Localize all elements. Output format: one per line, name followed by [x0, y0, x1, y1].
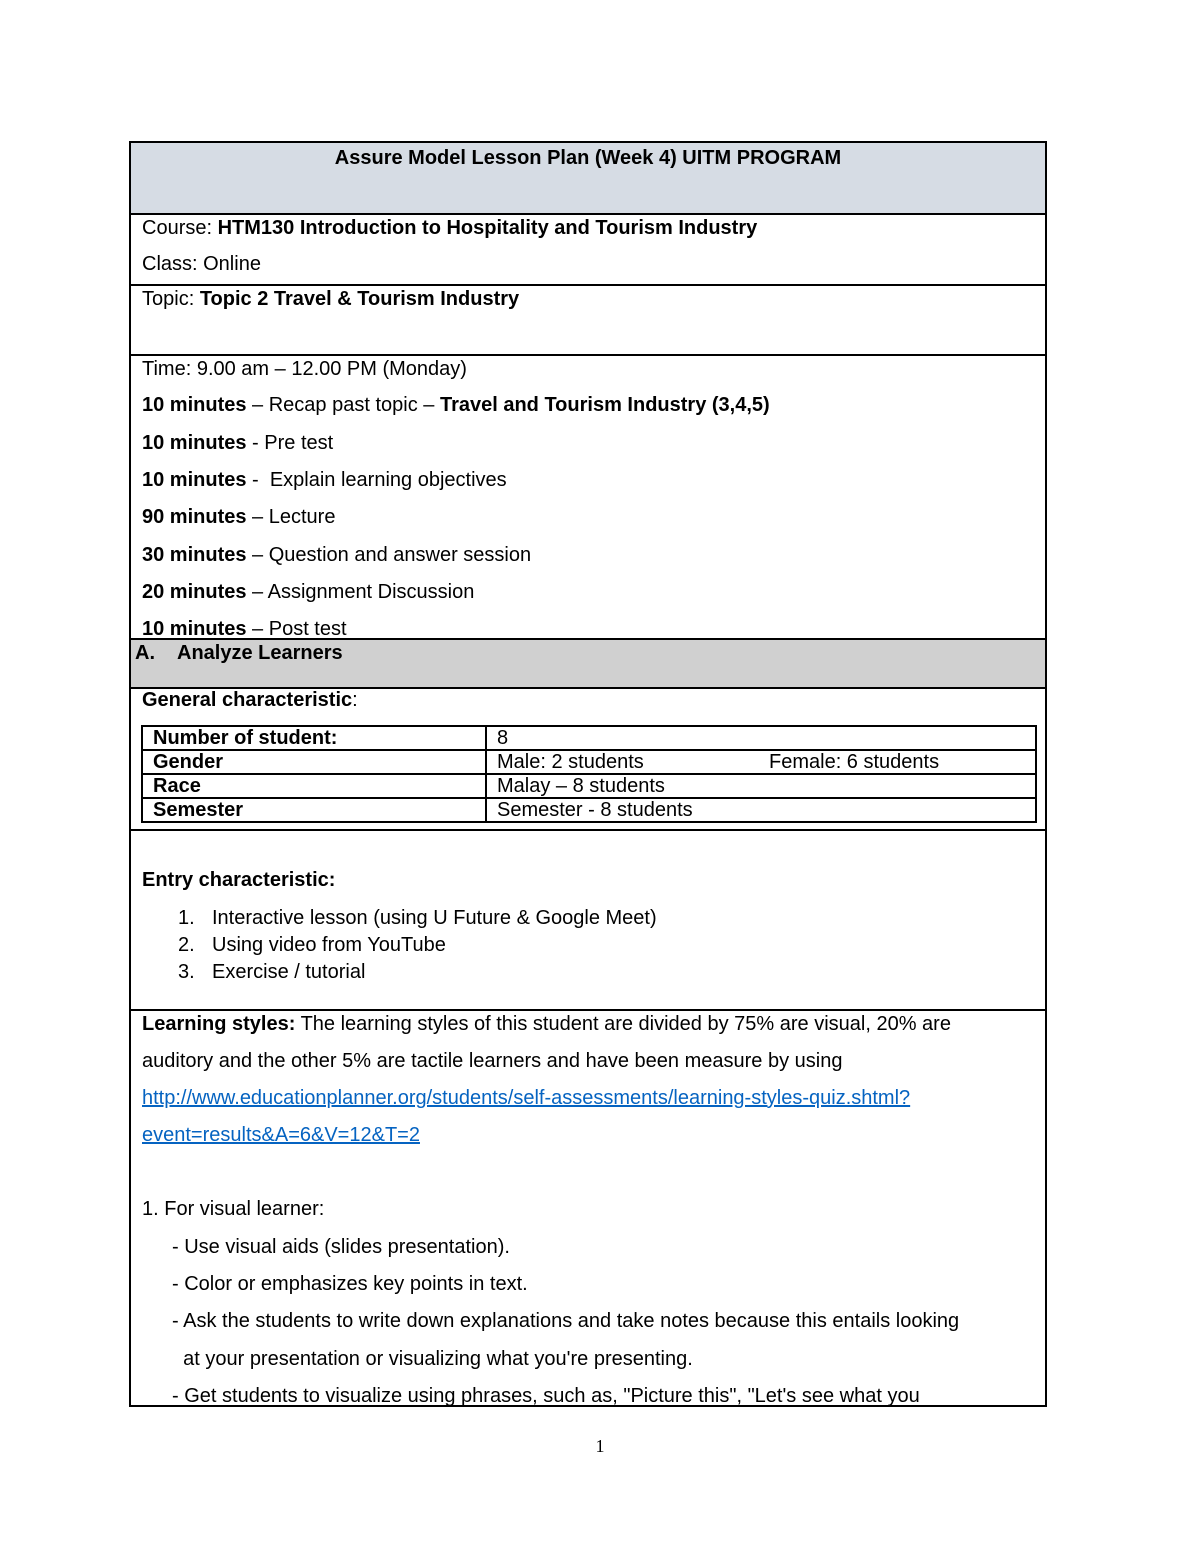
row-value-cell	[486, 774, 1036, 798]
schedule-row	[131, 356, 1045, 640]
schedule-item	[142, 544, 531, 567]
list-text: Using video from YouTube	[212, 934, 446, 956]
course-value: HTM130 Introduction to Hospitality and Tourism Industry	[217, 217, 758, 239]
row-key: Semester	[142, 798, 486, 822]
analyze-title: Analyze Learners	[177, 642, 343, 664]
analyze-letter: A.	[135, 642, 155, 664]
visual-learner-heading: 1. For visual learner:	[142, 1198, 325, 1220]
time-line: Time: 9.00 am – 12.00 PM (Monday)	[142, 358, 467, 380]
list-item: at your presentation or visualizing what you're presenting.	[172, 1348, 693, 1370]
course-line	[142, 217, 757, 240]
row-value-cell	[486, 750, 1036, 774]
table-row	[142, 726, 1036, 750]
topic-line	[142, 288, 519, 311]
learning-quiz-link-part1[interactable]: http://www.educationplanner.org/students/self-assessments/learning-styles-quiz.shtml?	[142, 1087, 911, 1109]
learning-label: Learning styles:	[142, 1013, 296, 1035]
list-item	[178, 907, 657, 930]
learning-styles-row	[131, 1011, 1045, 1407]
entry-characteristic-row	[131, 831, 1045, 1011]
schedule-activity: Pre test	[264, 432, 334, 454]
schedule-duration: 90 minutes	[142, 506, 247, 528]
general-characteristic-table	[141, 725, 1037, 823]
row-key: Number of student:	[142, 726, 486, 750]
schedule-item	[142, 394, 770, 417]
schedule-item	[142, 581, 474, 604]
schedule-activity: Post test	[268, 618, 347, 640]
list-item: - Get students to visualize using phrases, such as, "Picture this", "Let's see what you	[172, 1385, 920, 1407]
schedule-separator: –	[246, 618, 269, 640]
row-value: Male: 2 students	[497, 751, 644, 773]
course-label: Course:	[142, 217, 218, 239]
schedule-item	[142, 432, 333, 455]
schedule-separator: -	[246, 469, 270, 491]
schedule-activity: Assignment Discussion	[267, 581, 475, 603]
list-number: 1.	[178, 907, 195, 929]
row-value-cell	[486, 798, 1036, 822]
schedule-item	[142, 506, 335, 529]
schedule-item	[142, 469, 507, 492]
course-row	[131, 215, 1045, 286]
table-row	[142, 774, 1036, 798]
general-characteristic-row	[131, 689, 1045, 831]
page-number: 1	[595, 1436, 605, 1456]
general-colon: :	[352, 689, 358, 711]
schedule-activity: Recap past topic –	[268, 394, 440, 416]
row-key: Gender	[142, 750, 486, 774]
list-item: - Use visual aids (slides presentation).	[172, 1236, 510, 1258]
schedule-duration: 30 minutes	[142, 544, 247, 566]
schedule-activity: Explain learning objectives	[269, 469, 507, 491]
table-row	[142, 750, 1036, 774]
schedule-separator: –	[246, 394, 269, 416]
learning-line-2: auditory and the other 5% are tactile learners and have been measure by using	[142, 1050, 843, 1072]
schedule-duration: 10 minutes	[142, 432, 247, 454]
schedule-activity-topic: Travel and Tourism Industry (3,4,5)	[439, 394, 770, 416]
learning-line-1	[142, 1013, 951, 1036]
schedule-separator: -	[246, 432, 265, 454]
row-value-cell	[486, 726, 1036, 750]
list-item	[178, 934, 446, 957]
learning-quiz-link-part2[interactable]: event=results&A=6&V=12&T=2	[142, 1124, 420, 1146]
list-item	[178, 961, 365, 984]
header-row	[131, 143, 1045, 215]
row-value-extra: Female: 6 students	[769, 751, 940, 773]
document-title: Assure Model Lesson Plan (Week 4) UITM PROGRAM	[334, 147, 842, 169]
list-text: Interactive lesson (using U Future & Google Meet)	[212, 907, 657, 929]
schedule-separator: –	[246, 506, 269, 528]
analyze-learners-row	[131, 640, 1045, 689]
class-value: Online	[203, 253, 261, 275]
schedule-activity: Question and answer session	[268, 544, 532, 566]
general-label: General characteristic	[142, 689, 353, 711]
entry-heading: Entry characteristic:	[142, 869, 336, 891]
schedule-separator: –	[246, 581, 268, 603]
schedule-separator: –	[246, 544, 269, 566]
learning-text-1: The learning styles of this student are divided by 75% are visual, 20% are	[295, 1013, 951, 1035]
class-label: Class:	[142, 253, 204, 275]
row-value: Semester - 8 students	[497, 799, 693, 821]
schedule-duration: 20 minutes	[142, 581, 247, 603]
list-text: Exercise / tutorial	[212, 961, 366, 983]
topic-label: Topic:	[142, 288, 200, 310]
table-row	[142, 798, 1036, 822]
class-line	[142, 253, 261, 276]
schedule-duration: 10 minutes	[142, 618, 247, 640]
general-heading	[142, 689, 358, 712]
schedule-duration: 10 minutes	[142, 394, 247, 416]
list-number: 3.	[178, 961, 195, 983]
lesson-plan-table	[129, 141, 1047, 1407]
row-value: Malay – 8 students	[497, 775, 665, 797]
list-number: 2.	[178, 934, 195, 956]
schedule-duration: 10 minutes	[142, 469, 247, 491]
analyze-heading	[135, 642, 343, 665]
list-item: - Color or emphasizes key points in text.	[172, 1273, 528, 1295]
list-item: - Ask the students to write down explanations and take notes because this entails looking	[172, 1310, 960, 1332]
topic-value: Topic 2 Travel & Tourism Industry	[199, 288, 520, 310]
schedule-item	[142, 618, 347, 640]
row-key: Race	[142, 774, 486, 798]
topic-row	[131, 286, 1045, 356]
schedule-activity: Lecture	[268, 506, 336, 528]
row-value: 8	[497, 727, 509, 749]
